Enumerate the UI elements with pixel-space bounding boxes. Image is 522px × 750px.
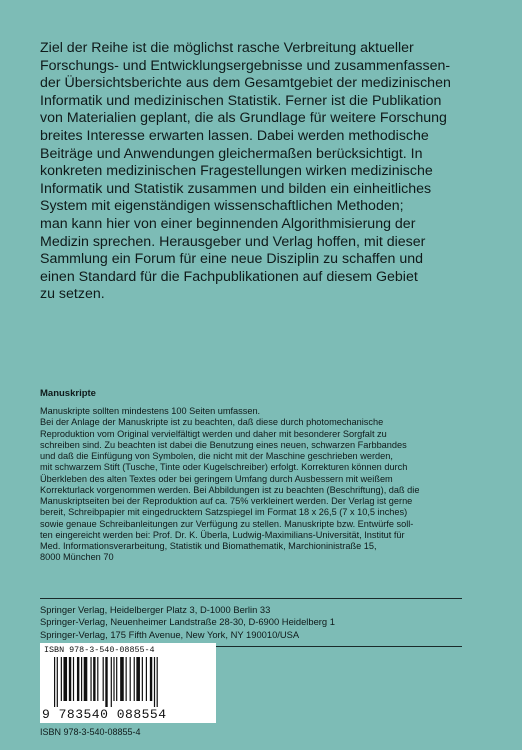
barcode-bar (111, 657, 112, 707)
barcode-bar (146, 657, 147, 701)
barcode-bar (116, 657, 117, 701)
barcode-bar (142, 657, 143, 701)
barcode-bar (61, 657, 62, 701)
manuscripts-line: Manuskriptseiten bei der Reproduktion auf ca. 75% verkleinert werden. Der Verlag ist gerne (40, 496, 413, 506)
publisher-addresses (40, 604, 335, 641)
barcode-bar (113, 657, 114, 701)
intro-line: breites Interesse erwarten lassen. Dabei werden methodische (40, 127, 429, 144)
intro-line: der Übersichtsberichte aus dem Gesamtgebiet der medizinischen (40, 75, 451, 92)
manuscripts-line: Überkleben des alten Textes oder bei geringem Umfang durch Ausbessern mit weißem (40, 473, 393, 484)
intro-line: zu setzen. (40, 286, 105, 303)
barcode-bar (97, 657, 98, 701)
manuscripts-line: bereit, Schreibpapier mit eingedrucktem Satzspiegel im Format 18 x 26,5 (7 x 10,5 inches) (40, 507, 408, 518)
manuscripts-line: Reproduktion vom Original vervielfältigt werden und daher mit besonderer Sorgfalt zu (40, 428, 387, 439)
intro-line: Forschungs- und Entwicklungsergebnisse und zusammenfassen- (40, 57, 451, 74)
intro-line: Sammlung ein Forum für eine neue Disziplin zu schaffen und (40, 251, 424, 268)
publisher-address: Springer Verlag, Heidelberger Platz 3, D-1000 Berlin 33 (40, 604, 271, 615)
intro-line: Informatik und Statistik zusammen und bilden ein einheitliches (40, 180, 432, 197)
manuscripts-heading: Manuskripte (40, 388, 96, 399)
divider-top (40, 598, 462, 599)
barcode-bar (81, 657, 82, 701)
barcode-bar (130, 657, 131, 701)
intro-line: Beiträge und Anwendungen gleichermaßen berücksichtigt. In (40, 145, 423, 162)
barcode-bar (103, 657, 104, 701)
manuscripts-line: sowie genaue Schreibanleitungen zur Verfügung zu stellen. Manuskripte bzw. Entwürfe soll- (40, 518, 414, 529)
barcode-bar (157, 657, 158, 707)
isbn-bottom-text: ISBN 978-3-540-08855-4 (40, 727, 141, 737)
barcode-bar (63, 657, 67, 701)
manuscripts-line: ten eingereicht werden bei: Prof. Dr. K. Überla, Ludwig-Maximilians-Universität, Institut für (40, 529, 405, 540)
publisher-address: Springer-Verlag, 175 Fifth Avenue, New York, NY 190010/USA (40, 628, 300, 640)
barcode-bar (105, 657, 107, 707)
publisher-address: Springer-Verlag, Neuenheimer Landstraße 28-30, D-6900 Heidelberg 1 (40, 616, 335, 628)
barcode-digits: 9 783540 088554 (42, 707, 167, 722)
intro-line: System mit eigenständigen wissenschaftlichen Methoden; (40, 198, 404, 215)
isbn-top-text: ISBN 978-3-540-08855-4 (44, 645, 155, 655)
manuscripts-instructions (40, 406, 480, 564)
barcode-label (40, 643, 216, 723)
barcode-bar (73, 657, 74, 701)
barcode-bar (136, 657, 140, 701)
barcode-bar (126, 657, 127, 701)
intro-line: Medizin sprechen. Herausgeber und Verlag hoffen, mit dieser (40, 233, 426, 250)
barcode-bar (77, 657, 79, 701)
intro-line: konkreten medizinischen Fragestellungen wirken medizinische (40, 163, 433, 180)
manuscripts-line: schreiben sind. Zu beachten ist dabei die Benutzung eines neuen, schwarzen Farbbandes (40, 439, 407, 450)
barcode-bar (120, 657, 124, 701)
manuscripts-line: Manuskripte sollten mindestens 100 Seiten umfassen. (40, 406, 261, 416)
intro-line: man kann hier von einer beginnenden Algorithmisierung der (40, 215, 416, 232)
barcode-bar (93, 657, 95, 701)
intro-line: von Materialien geplant, die als Grundlage für weitere Forschung (40, 110, 447, 127)
intro-line: Informatik und medizinischen Statistik. Ferner ist die Publikation (40, 92, 442, 109)
barcode-bar (90, 657, 91, 701)
manuscripts-line: Bei der Anlage der Manuskripte ist zu beachten, daß diese durch photomechanische (40, 417, 384, 428)
manuscripts-line: mit schwarzem Stift (Tusche, Tinte oder Kugelschreiber) erfolgt. Korrekturen können durch (40, 462, 408, 473)
manuscripts-line: Med. Informationsverarbeitung, Statistik und Biomathematik, Marchioninistraße 15, (40, 541, 377, 551)
series-description (40, 40, 485, 304)
intro-line: einen Standard für die Fachpublikationen auf diesem Gebiet (40, 268, 418, 285)
barcode-bar (134, 657, 135, 701)
manuscripts-line: 8000 München 70 (40, 552, 114, 563)
barcode-bar (69, 657, 71, 701)
barcode-bar (57, 657, 58, 707)
barcode-bar (84, 657, 88, 701)
barcode-bar (154, 657, 155, 707)
barcode-bar (150, 657, 152, 701)
manuscripts-line: und daß die Einfügung von Symbolen, die nicht mit der Maschine geschrieben werden, (40, 451, 393, 461)
barcode-bar (54, 657, 55, 707)
manuscripts-line: Korrekturlack vorgenommen werden. Bei Abbildungen ist zu beachten (Beschriftung), daß die (40, 484, 420, 495)
barcode-icon (52, 657, 204, 707)
intro-line: Ziel der Reihe ist die möglichst rasche Verbreitung aktueller (40, 40, 414, 56)
